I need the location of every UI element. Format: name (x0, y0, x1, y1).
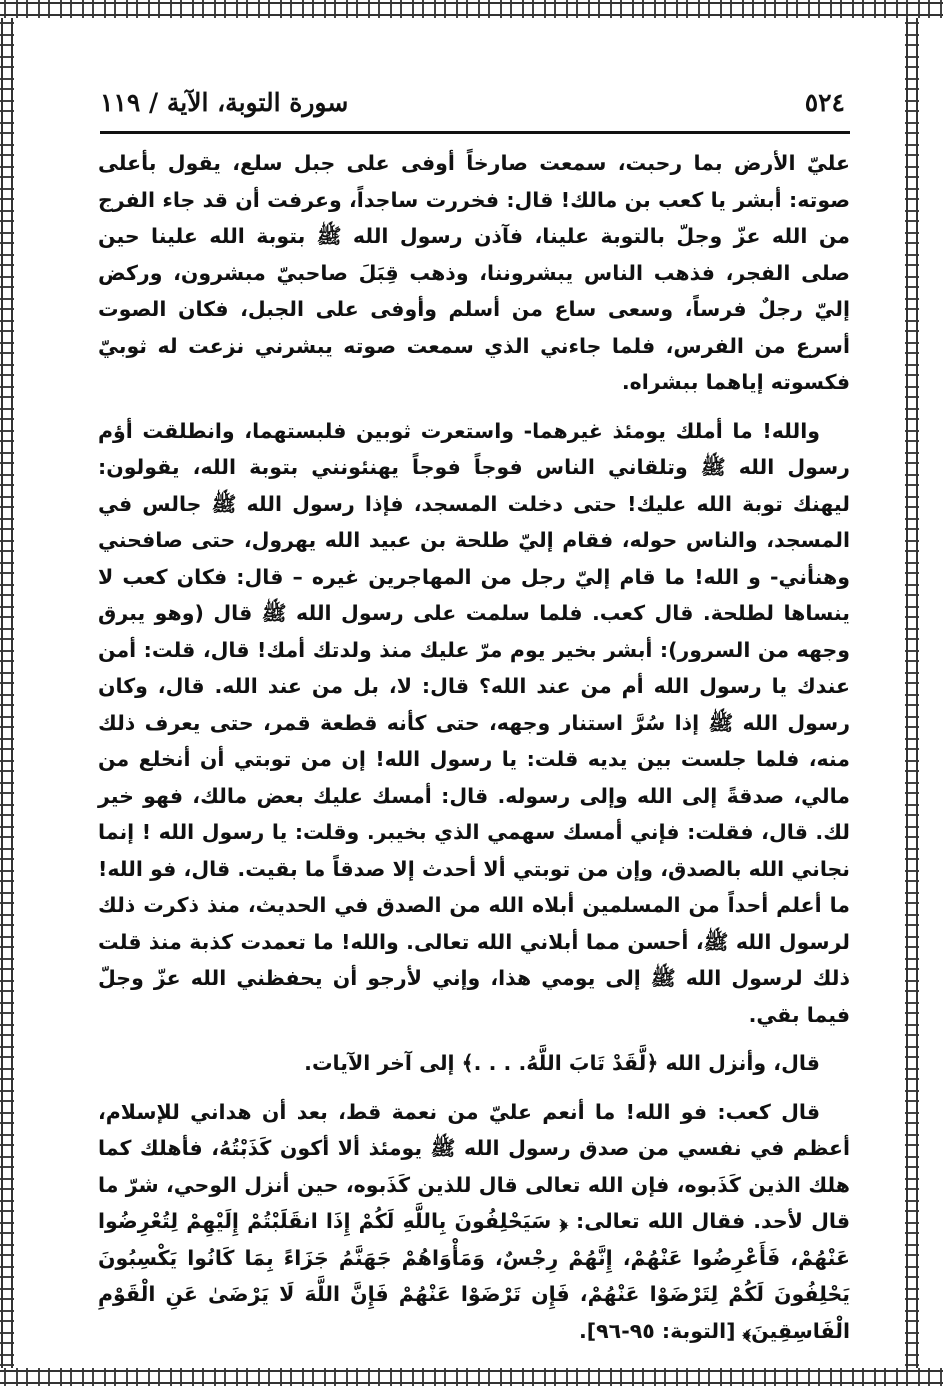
page-border-right (905, 18, 919, 1368)
running-header (100, 82, 845, 122)
paragraph: والله! ما أملك يومئذ غيرهما- واستعرت ثوبين فلبستهما، وانطلقت أؤم رسول الله ﷺ وتلقاني الناس فوجاً فوجاً يهنئونني بتوبة الله، يقولون: ليهنك توبة الله عليك! حتى دخلت المسجد، فإذا رسول الله ﷺ جالس في المسجد، والناس حوله، فقام إليّ طلحة بن عبيد الله يهرول، حتى صافحني وهنأني- و الله! ما قام إليّ رجل من المهاجرين غيره – قال: فكان كعب لا ينساها لطلحة. قال كعب. فلما سلمت على رسول الله ﷺ قال (وهو يبرق وجهه من السرور): أبشر بخير يوم مرّ عليك منذ ولدتك أمك! قال، قلت: أمن عندك يا رسول الله أم من عند الله؟ قال: لا، بل من عند الله. قال، وكان رسول الله ﷺ إذا سُرَّ استنار وجهه، حتى كأنه قطعة قمر، حتى يعرف ذلك منه، فلما جلست بين يديه قلت: يا رسول الله! إن من توبتي أن أنخلع من مالي، صدقةً إلى الله وإلى رسوله. قال: أمسك عليك بعض مالك، فهو خير لك. قال، فقلت: فإني أمسك سهمي الذي بخيبر. وقلت: يا رسول الله ! إنما نجاني الله بالصدق، وإن من توبتي ألا أحدث إلا صدقاً ما بقيت. قال، فو الله! ما أعلم أحداً من المسلمين أبلاه الله من الصدق في الحديث، منذ ذكرت ذلك لرسول الله ﷺ، أحسن مما أبلاني الله تعالى. والله! ما تعمدت كذبة منذ قلت ذلك لرسول الله ﷺ إلى يومي هذا، وإني لأرجو أن يحفظني الله عزّ وجلّ فيما بقي. (98, 418, 850, 1027)
paragraph: عليّ الأرض بما رحبت، سمعت صارخاً أوفى على جبل سلع، يقول بأعلى صوته: أبشر يا كعب بن مالك! قال: فخررت ساجداً، وعرفت أن قد جاء الفرج من الله عزّ وجلّ بالتوبة علينا، فآذن رسول الله ﷺ بتوبة الله علينا حين صلى الفجر، فذهب الناس يبشروننا، وذهب قِبَلَ صاحبيّ مبشرون، وركض إليّ رجلٌ فرساً، وسعى ساع من أسلم وأوفى على الجبل، فكان الصوت أسرع من الفرس، فلما جاءني الذي سمعت صوته يبشرني نزعت له ثوبيّ فكسوته إياهما ببشراه. (98, 151, 850, 394)
page-border-top (0, 0, 943, 18)
paragraph: قال، وأنزل الله ﴿لَّقَدْ تَابَ اللَّهُ. . . .﴾ إلى آخر الآيات. (304, 1051, 820, 1075)
running-title: سورة التوبة، الآية / ١١٩ (100, 87, 349, 117)
page-border-bottom (0, 1368, 943, 1386)
paragraph: قال كعب: فو الله! ما أنعم عليّ من نعمة قط، بعد أن هداني للإسلام، أعظم في نفسي من صدق رسول الله ﷺ يومئذ ألا أكون كَذَبْتُهُ، فأهلك كما هلك الذين كَذَبوه، فإن الله تعالى قال للذين كَذَبوه، حين أنزل الوحي، شرّ ما قال لأحد. فقال الله تعالى: ﴿ سَيَحْلِفُونَ بِاللَّهِ لَكُمْ إِذَا انقَلَبْتُمْ إِلَيْهِمْ لِتُعْرِضُوا عَنْهُمْ، فَأَعْرِضُوا عَنْهُمْ، إِنَّهُمْ رِجْسٌ، وَمَأْوَاهُمْ جَهَنَّمُ جَزَاءً بِمَا كَانُوا يَكْسِبُونَ يَحْلِفُونَ لَكُمْ لِتَرْضَوْا عَنْهُمْ، فَإِن تَرْضَوْا عَنْهُمْ فَإِنَّ اللَّهَ لَا يَرْضَىٰ عَنِ الْقَوْمِ الْفَاسِقِينَ﴾ [التوبة: ٩٥-٩٦]. (98, 1099, 850, 1343)
header-rule (100, 131, 850, 134)
page-number: ٥٢٤ (804, 87, 845, 117)
page-body (98, 145, 850, 1349)
page-border-left (0, 18, 14, 1368)
